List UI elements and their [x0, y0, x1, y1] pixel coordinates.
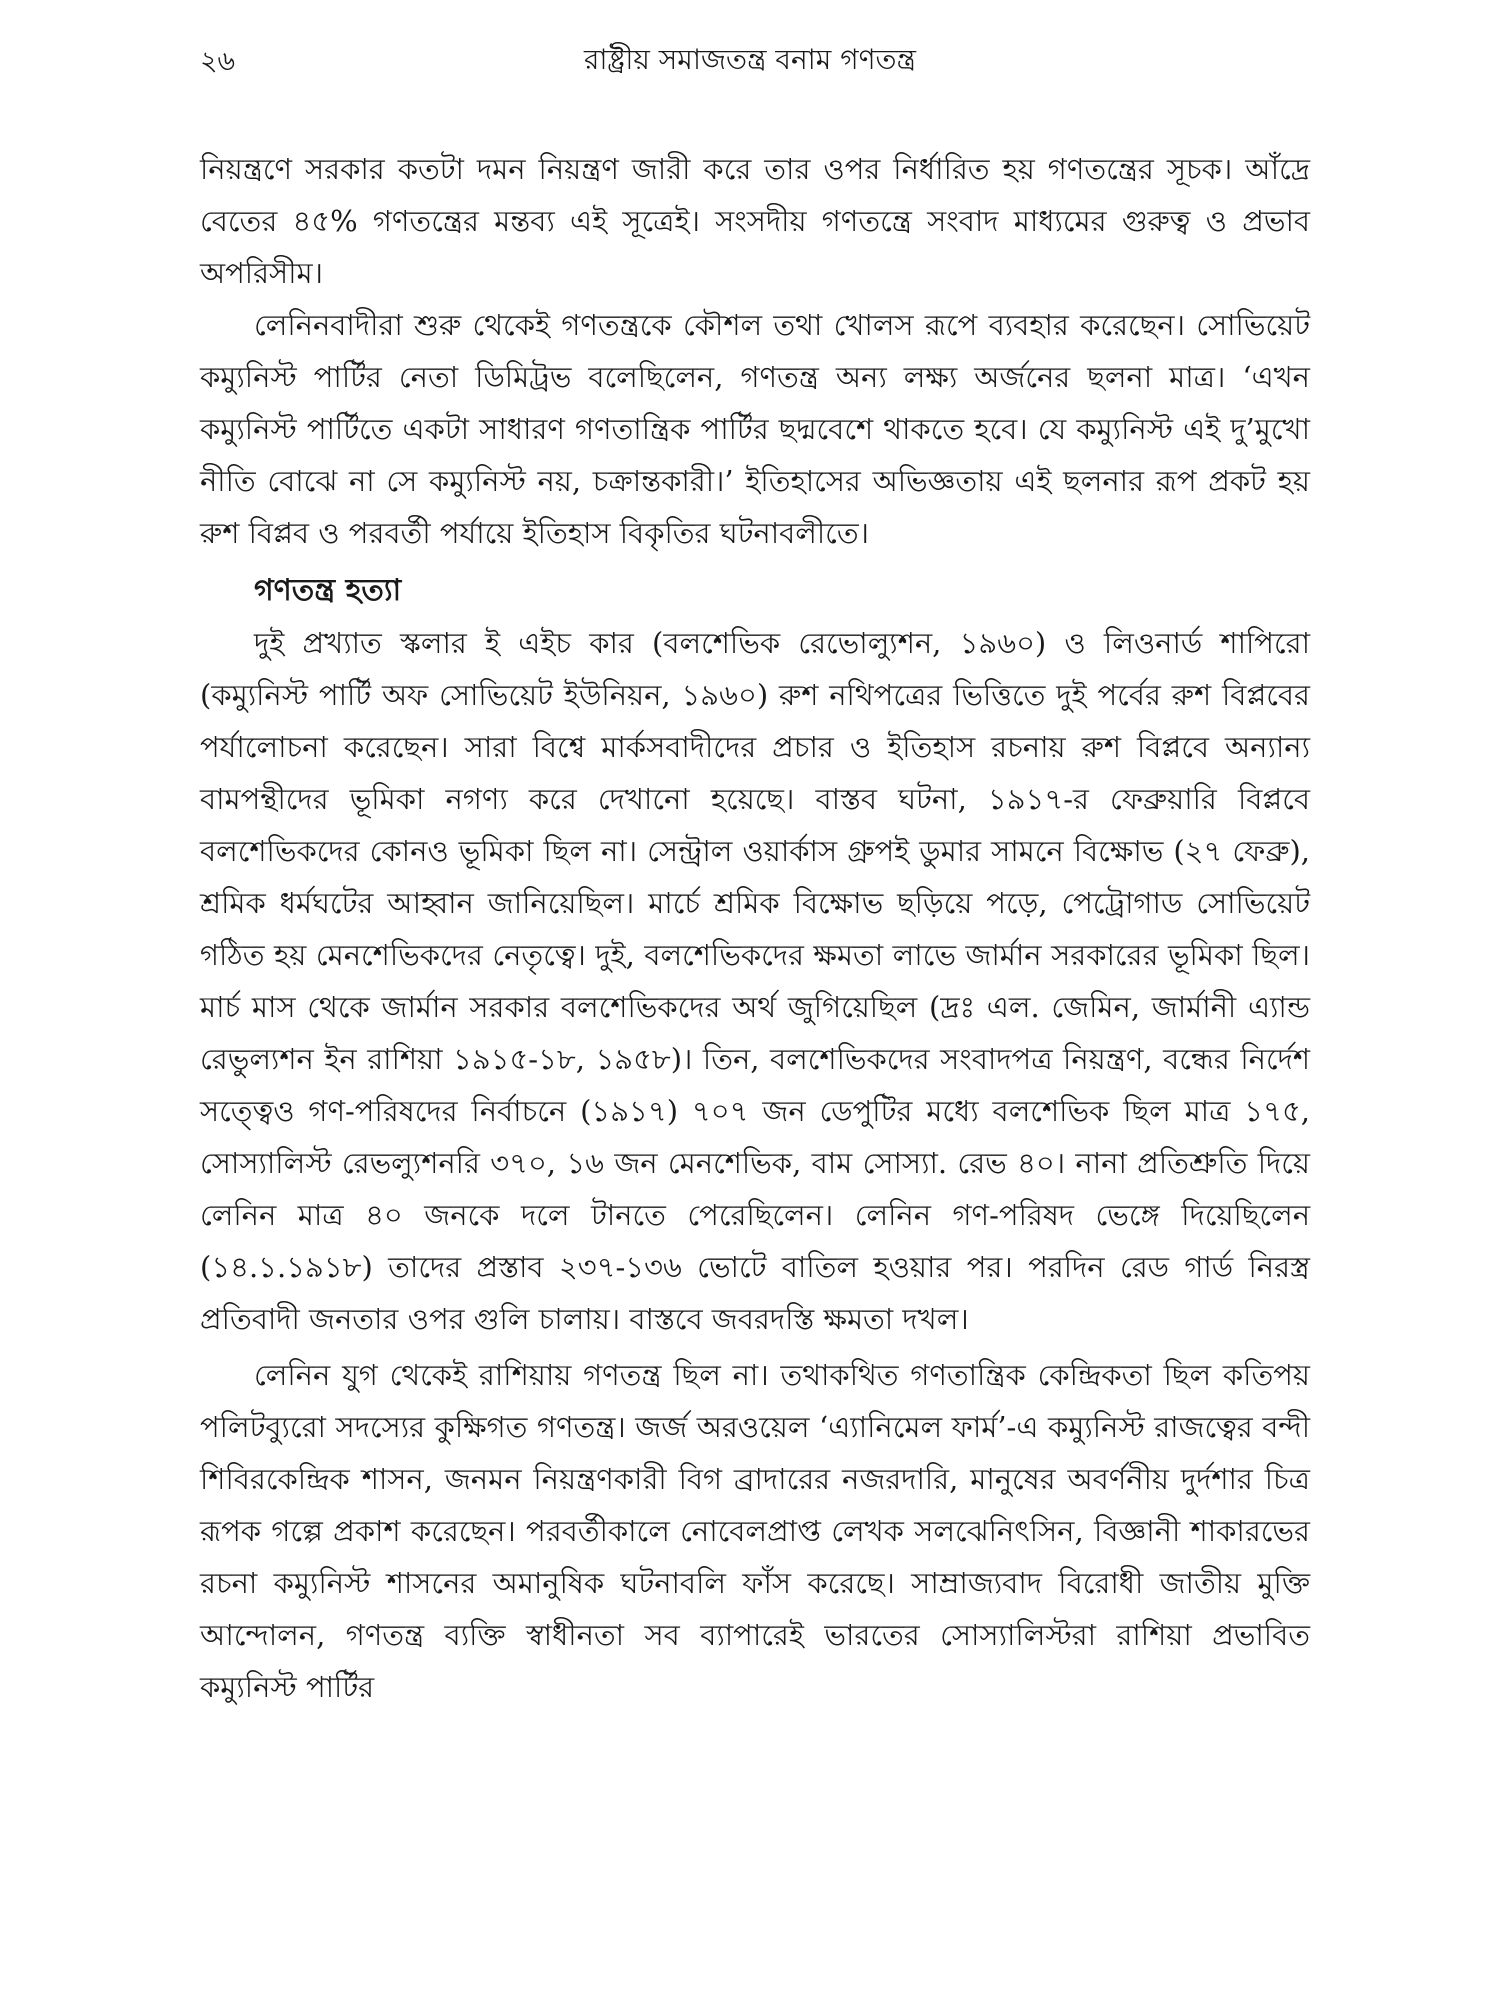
paragraph-leninists: লেনিনবাদীরা শুরু থেকেই গণতন্ত্রকে কৌশল তথা খোলস রূপে ব্যবহার করেছেন। সোভিয়েট কম্যুনিস্ট পার্টির নেতা ডিমিট্রভ বলেছিলেন, গণতন্ত্র অন্য লক্ষ্য অর্জনের ছলনা মাত্র। ‘এখন কম্যুনিস্ট পার্টিতে একটা সাধারণ গণতান্ত্রিক পার্টির ছদ্মবেশে থাকতে হবে। যে কম্যুনিস্ট এই দু’মুখো নীতি বোঝে না সে কম্যুনিস্ট নয়, চক্রান্তকারী।’ ইতিহাসের অভিজ্ঞতায় এই ছলনার রূপ প্রকট হয় রুশ বিপ্লব ও পরবর্তী পর্যায়ে ইতিহাস বিকৃতির ঘটনাবলীতে। — [200, 308, 1310, 550]
paragraph-continuation: নিয়ন্ত্রণে সরকার কতটা দমন নিয়ন্ত্রণ জারী করে তার ওপর নির্ধারিত হয় গণতন্ত্রের সূচক। আঁদ্রে বেতের ৪৫% গণতন্ত্রের মন্তব্য এই সূত্রেই। সংসদীয় গণতন্ত্রে সংবাদ মাধ্যমের গুরুত্ব ও প্রভাব অপরিসীম। — [200, 152, 1310, 290]
section-heading: গণতন্ত্র হত্যা — [254, 573, 402, 608]
page-number: ২৬ — [200, 46, 236, 77]
paragraph-lenin-era: লেনিন যুগ থেকেই রাশিয়ায় গণতন্ত্র ছিল না। তথাকথিত গণতান্ত্রিক কেন্দ্রিকতা ছিল কতিপয় পলিটব্যুরো সদস্যের কুক্ষিগত গণতন্ত্র। জর্জ অরওয়েল ‘এ্যানিমেল ফার্ম’-এ কম্যুনিস্ট রাজত্বের বন্দী শিবিরকেন্দ্রিক শাসন, জনমন নিয়ন্ত্রণকারী বিগ ব্রাদারের নজরদারি, মানুষের অবর্ণনীয় দুর্দশার চিত্র রূপক গল্পে প্রকাশ করেছেন। পরবর্তীকালে নোবেলপ্রাপ্ত লেখক সলঝেনিৎসিন, বিজ্ঞানী শাকারভের রচনা কম্যুনিস্ট শাসনের অমানুষিক ঘটনাবলি ফাঁস করেছে। সাম্রাজ্যবাদ বিরোধী জাতীয় মুক্তি আন্দোলন, গণতন্ত্র ব্যক্তি স্বাধীনতা সব ব্যাপারেই ভারতের সোস্যালিস্টরা রাশিয়া প্রভাবিত কম্যুনিস্ট পার্টির — [200, 1358, 1310, 1704]
page-body — [200, 143, 1310, 1713]
running-title: রাষ্ট্রীয় সমাজতন্ত্র বনাম গণতন্ত্র — [584, 43, 916, 76]
paragraph-russian-revolution: দুই প্রখ্যাত স্কলার ই এইচ কার (বলশেভিক রেভোল্যুশন, ১৯৬০) ও লিওনার্ড শাপিরো (কম্যুনিস্ট পার্টি অফ সোভিয়েট ইউনিয়ন, ১৯৬০) রুশ নথিপত্রের ভিত্তিতে দুই পর্বের রুশ বিপ্লবের পর্যালোচনা করেছেন। সারা বিশ্বে মার্কসবাদীদের প্রচার ও ইতিহাস রচনায় রুশ বিপ্লবে অন্যান্য বামপন্থীদের ভূমিকা নগণ্য করে দেখানো হয়েছে। বাস্তব ঘটনা, ১৯১৭-র ফেব্রুয়ারি বিপ্লবে বলশেভিকদের কোনও ভূমিকা ছিল না। সেন্ট্রাল ওয়ার্কাস গ্রুপই ডুমার সামনে বিক্ষোভ (২৭ ফেব্রু), শ্রমিক ধর্মঘটের আহ্বান জানিয়েছিল। মার্চে শ্রমিক বিক্ষোভ ছড়িয়ে পড়ে, পেট্রোগাড সোভিয়েট গঠিত হয় মেনশেভিকদের নেতৃত্বে। দুই, বলশেভিকদের ক্ষমতা লাভে জার্মান সরকারের ভূমিকা ছিল। মার্চ মাস থেকে জার্মান সরকার বলশেভিকদের অর্থ জুগিয়েছিল (দ্রঃ এল. জেমিন, জার্মানী এ্যান্ড রেভুল্যশন ইন রাশিয়া ১৯১৫-১৮, ১৯৫৮)। তিন, বলশেভিকদের সংবাদপত্র নিয়ন্ত্রণ, বন্ধের নির্দেশ সত্ত্বেও গণ-পরিষদের নির্বাচনে (১৯১৭) ৭০৭ জন ডেপুটির মধ্যে বলশেভিক ছিল মাত্র ১৭৫, সোস্যালিস্ট রেভল্যুশনরি ৩৭০, ১৬ জন মেনশেভিক, বাম সোস্যা. রেভ ৪০। নানা প্রতিশ্রুতি দিয়ে লেনিন মাত্র ৪০ জনকে দলে টানতে পেরেছিলেন। লেনিন গণ-পরিষদ ভেঙ্গে দিয়েছিলেন (১৪.১.১৯১৮) তাদের প্রস্তাব ২৩৭-১৩৬ ভোটে বাতিল হওয়ার পর। পরদিন রেড গার্ড নিরস্ত্র প্রতিবাদী জনতার ওপর গুলি চালায়। বাস্তবে জবরদস্তি ক্ষমতা দখল। — [200, 626, 1310, 1336]
